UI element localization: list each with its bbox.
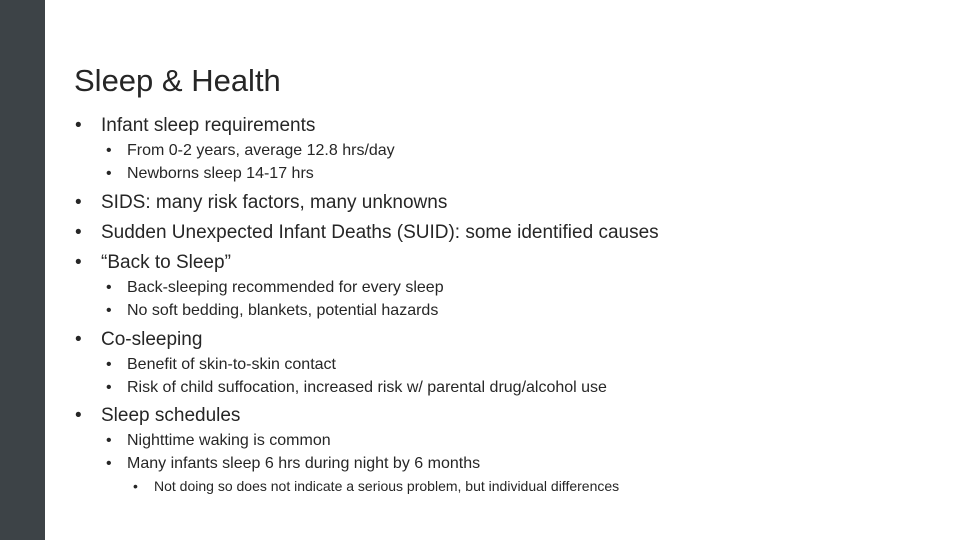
bullet-icon: •	[75, 405, 82, 426]
bullet-text: Many infants sleep 6 hrs during night by 6 months	[127, 455, 481, 472]
bullet-text: Risk of child suffocation, increased risk w/ parental drug/alcohol use	[127, 379, 607, 396]
bullet-suid	[75, 221, 659, 245]
bullet-text: Back-sleeping recommended for every sleep	[127, 279, 444, 296]
bullet-icon: •	[106, 432, 112, 449]
bullet-text: Infant sleep requirements	[101, 115, 316, 136]
bullet-icon: •	[106, 165, 112, 182]
bullet-infant-sleep-requirements	[75, 114, 316, 138]
bullet-suffocation-risk	[106, 378, 607, 398]
bullet-icon: •	[106, 142, 112, 159]
bullet-back-sleeping	[106, 278, 444, 298]
bullet-text: SIDS: many risk factors, many unknowns	[101, 192, 448, 213]
bullet-icon: •	[106, 356, 112, 373]
bullet-six-hours	[106, 454, 481, 474]
bullet-average-sleep	[106, 141, 395, 161]
slide-title: Sleep & Health	[74, 63, 281, 98]
bullet-icon: •	[106, 302, 112, 319]
bullet-text: “Back to Sleep”	[101, 252, 231, 273]
bullet-icon: •	[133, 478, 138, 494]
bullet-sids	[75, 191, 448, 215]
bullet-text: Co-sleeping	[101, 329, 203, 350]
bullet-nighttime-waking	[106, 431, 331, 451]
bullet-icon: •	[75, 115, 82, 136]
bullet-icon: •	[75, 192, 82, 213]
bullet-text: No soft bedding, blankets, potential hazards	[127, 302, 439, 319]
bullet-text: Not doing so does not indicate a serious problem, but individual differences	[154, 478, 620, 494]
bullet-icon: •	[106, 455, 112, 472]
bullet-no-soft-bedding	[106, 301, 439, 321]
bullet-text: Benefit of skin-to-skin contact	[127, 356, 336, 373]
bullet-icon: •	[75, 222, 82, 243]
bullet-sleep-schedules	[75, 404, 241, 428]
bullet-icon: •	[75, 329, 82, 350]
bullet-skin-to-skin	[106, 355, 336, 375]
bullet-icon: •	[106, 279, 112, 296]
bullet-text: Nighttime waking is common	[127, 432, 331, 449]
bullet-back-to-sleep	[75, 251, 231, 275]
bullet-text: Sleep schedules	[101, 405, 241, 426]
side-accent-bar	[0, 0, 45, 540]
bullet-text: Sudden Unexpected Infant Deaths (SUID): some identified causes	[101, 222, 659, 243]
bullet-text: From 0-2 years, average 12.8 hrs/day	[127, 142, 395, 159]
bullet-newborn-sleep	[106, 164, 314, 184]
bullet-icon: •	[75, 252, 82, 273]
bullet-icon: •	[106, 379, 112, 396]
bullet-individual-differences	[133, 477, 620, 495]
bullet-co-sleeping	[75, 328, 203, 352]
bullet-text: Newborns sleep 14-17 hrs	[127, 165, 314, 182]
